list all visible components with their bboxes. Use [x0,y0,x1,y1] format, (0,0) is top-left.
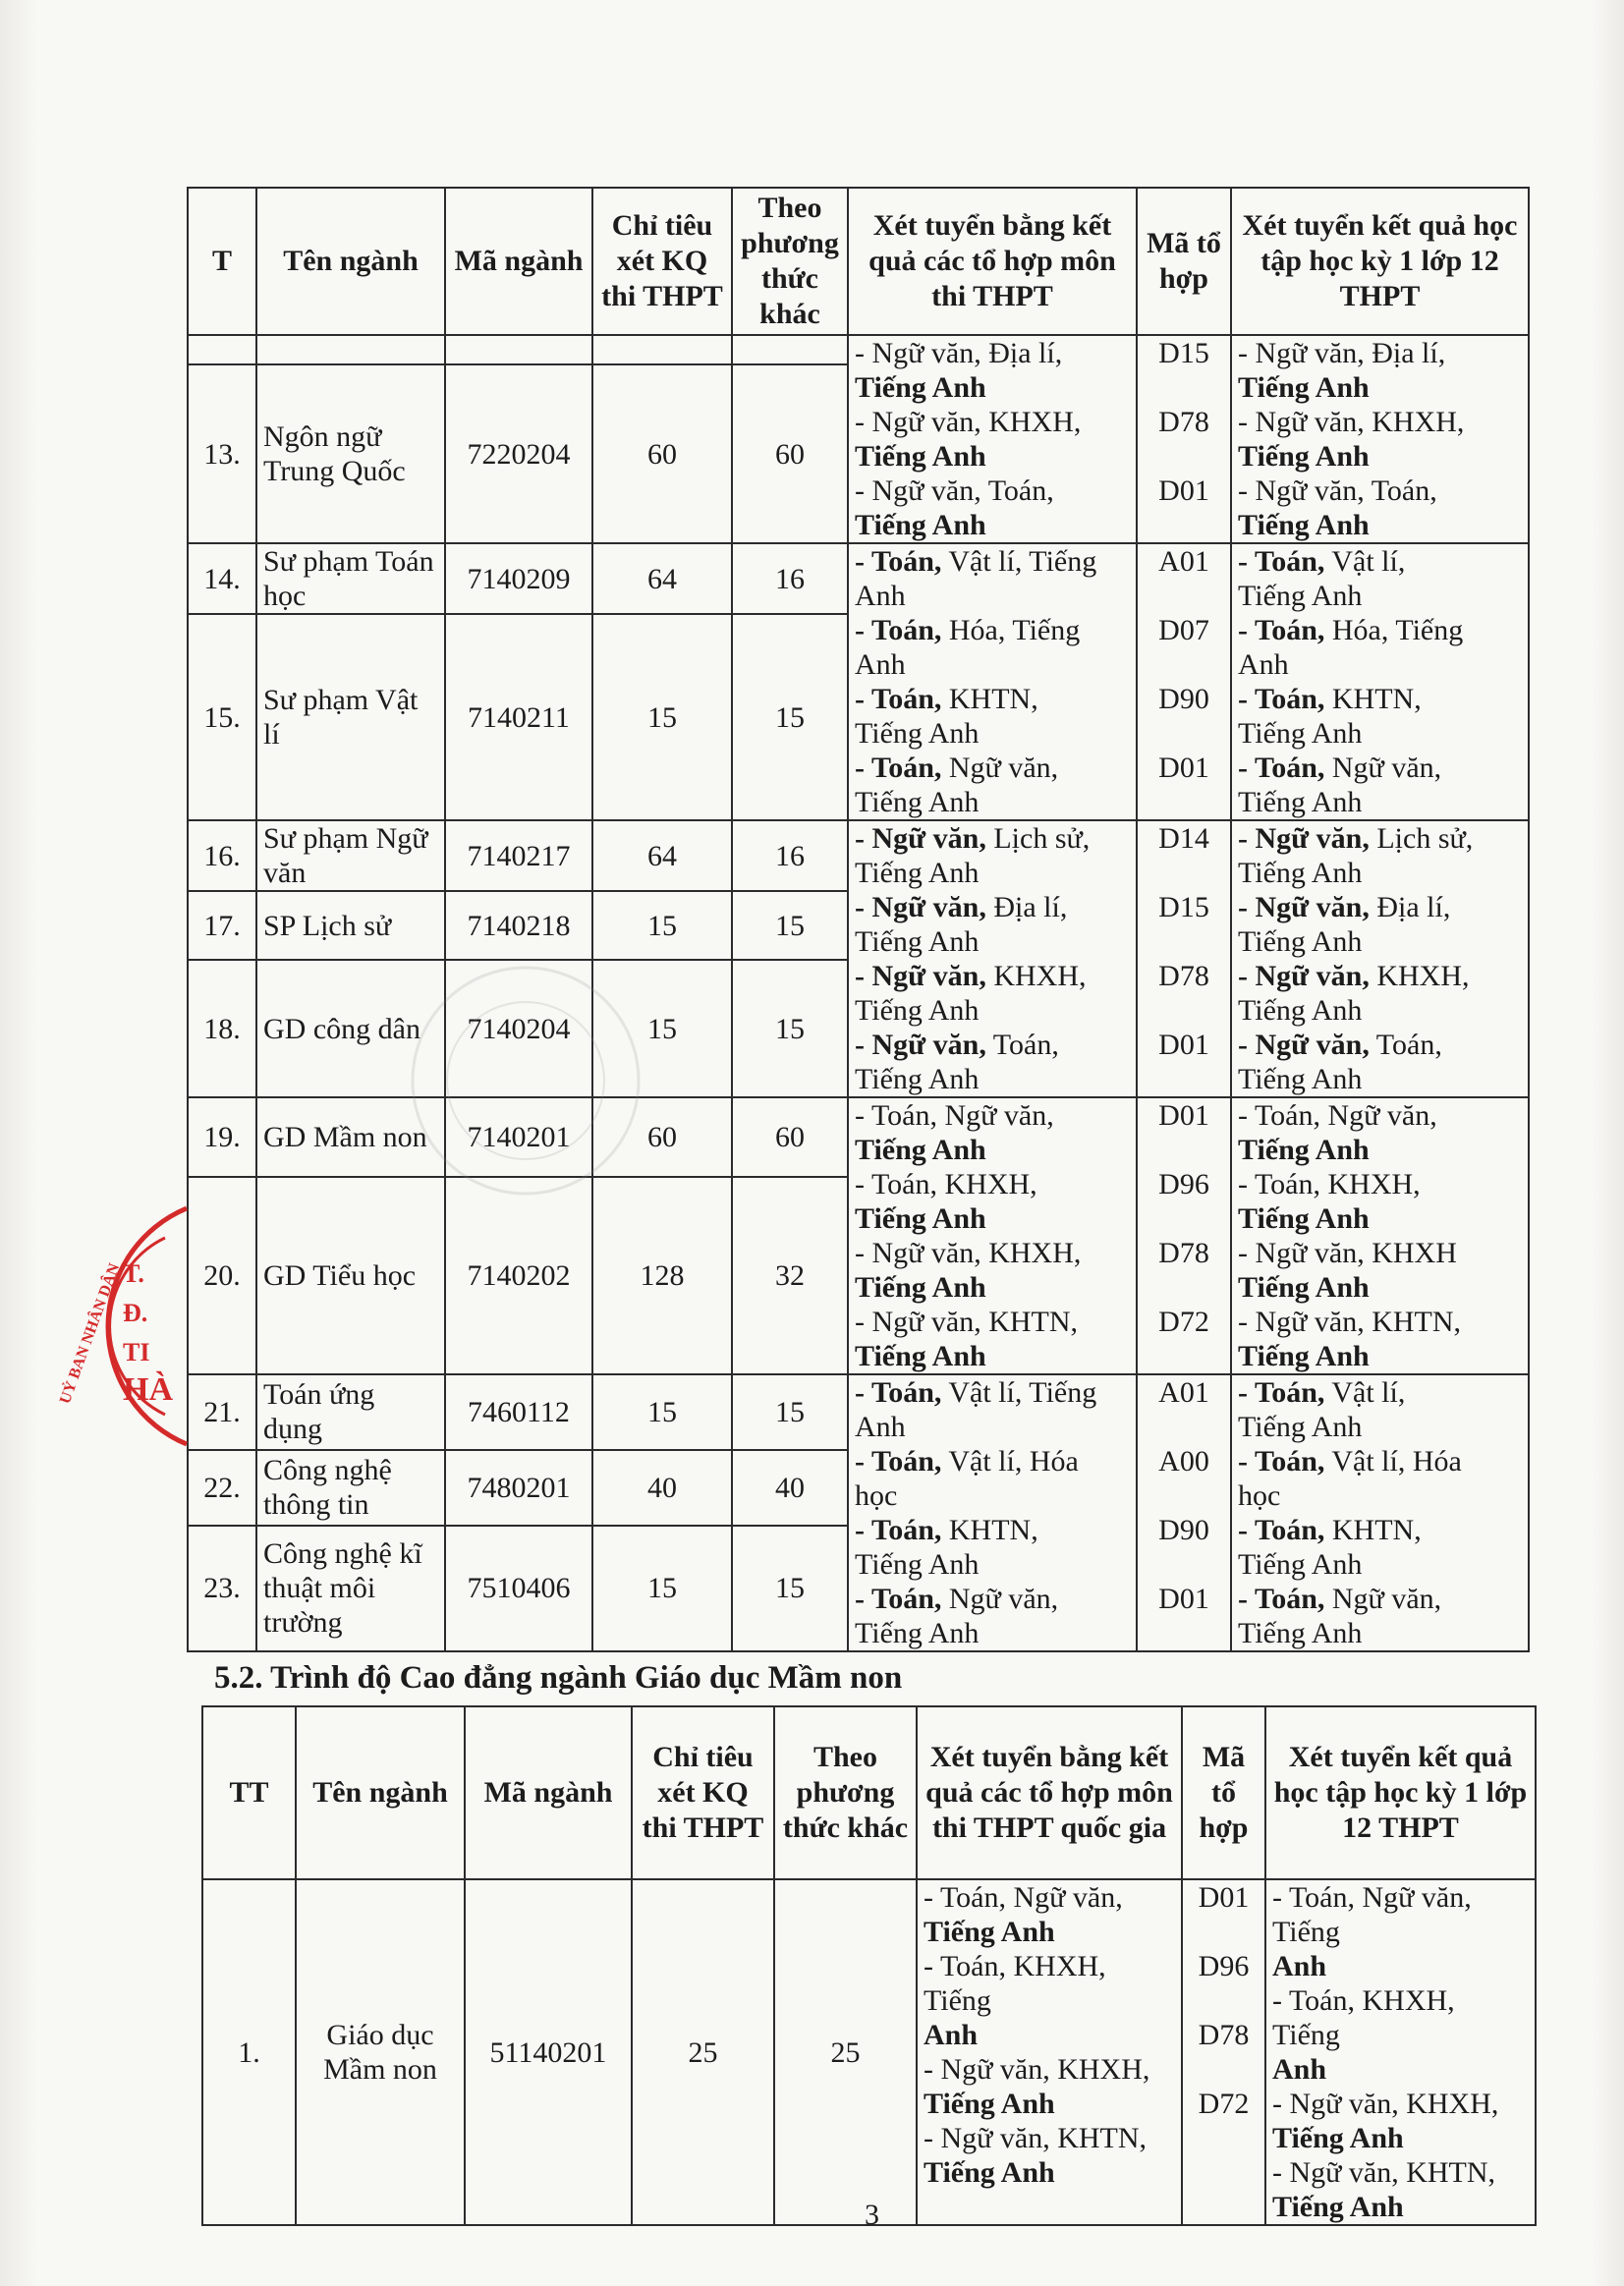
seal-ring-text: UỶ BAN NHÂN DÂN [56,1260,124,1407]
transcript-combos: - Toán, Vật lí, Tiếng Anh - Toán, Vật lí, Hóa học - Toán, KHTN, Tiếng Anh - Toán, Ngữ văn, Tiếng Anh [1231,1374,1529,1651]
seal-letter: TI [123,1338,150,1366]
seal-letter: HÀ [123,1371,173,1408]
combo-codes: D01 D96 D78 D72 [1137,1097,1231,1374]
table-row: 21. Toán ứng dụng 7460112 15 15 - Toán, Vật lí, Tiếng Anh - Toán, Vật lí, Hóa học - Toán, KHTN, Tiếng Anh - Toán, Ngữ văn, Tiếng Anh A01 A00 D90 D01 - Toán, Vật lí, Tiếng Anh - Toán, Vật lí, Hóa học - Toán, KHTN, Tiếng Anh - Toán, Ngữ văn, Tiếng Anh [188,1374,1529,1450]
admission-table-college [201,1705,1537,2226]
combo-codes: D14 D15 D78 D01 [1137,820,1231,1097]
table-row: 1. Giáo dục Mầm non 51140201 25 25 - Toán, Ngữ văn, Tiếng Anh - Toán, KHXH, Tiếng Anh - Ngữ văn, KHXH, Tiếng Anh - Ngữ văn, KHTN, Tiếng Anh D01 D96 D78 D72 - Toán, Ngữ văn, Tiếng Anh - Toán, KHXH, Tiếng Anh - Ngữ văn, KHXH, Tiếng Anh - Ngữ văn, KHTN, Tiếng Anh [202,1879,1536,2225]
header-transcript: Xét tuyển kết quả học tập học kỳ 1 lớp 12 THPT [1231,188,1529,335]
admission-table-part1 [187,187,1530,1652]
table-row: 19. GD Mầm non 7140201 60 60 - Toán, Ngữ văn, Tiếng Anh - Toán, KHXH, Tiếng Anh - Ngữ văn, KHXH, Tiếng Anh - Ngữ văn, KHTN, Tiếng Anh D01 D96 D78 D72 - Toán, Ngữ văn, Tiếng Anh - Toán, KHXH, Tiếng Anh - Ngữ văn, KHXH Tiếng Anh - Ngữ văn, KHTN, Tiếng Anh [188,1097,1529,1177]
header-exam-combos: Xét tuyển bằng kết quả các tổ hợp môn thi THPT [848,188,1137,335]
combo-codes: D01 D96 D78 D72 [1182,1879,1265,2225]
seal-letter: T. [123,1259,144,1288]
header-name: Tên ngành [256,188,445,335]
table-row: 16. Sư phạm Ngữ văn 7140217 64 16 - Ngữ văn, Lịch sử, Tiếng Anh - Ngữ văn, Địa lí, Tiếng Anh - Ngữ văn, KHXH, Tiếng Anh - Ngữ văn, Toán, Tiếng Anh D14 D15 D78 D01 - Ngữ văn, Lịch sử, Tiếng Anh - Ngữ văn, Địa lí, Tiếng Anh - Ngữ văn, KHXH, Tiếng Anh - Ngữ văn, Toán, Tiếng Anh [188,820,1529,891]
page-number: 3 [865,2199,879,2231]
combo-codes: D15 D78 D01 [1137,335,1231,543]
combo-codes: A01 D07 D90 D01 [1137,543,1231,820]
table-row [188,335,1529,364]
transcript-combos: - Ngữ văn, Lịch sử, Tiếng Anh - Ngữ văn, Địa lí, Tiếng Anh - Ngữ văn, KHXH, Tiếng Anh - Ngữ văn, Toán, Tiếng Anh [1231,820,1529,1097]
table-header-row: TT Tên ngành Mã ngành Chỉ tiêu xét KQ thi THPT Theo phương thức khác Xét tuyển bằng kết quả các tổ hợp môn thi THPT quốc gia Mã tổ hợp Xét tuyển kết quả học tập học kỳ 1 lớp 12 THPT [202,1706,1536,1879]
exam-combos: - Ngữ văn, Lịch sử, Tiếng Anh - Ngữ văn, Địa lí, Tiếng Anh - Ngữ văn, KHXH, Tiếng Anh - Ngữ văn, Toán, Tiếng Anh [848,820,1137,1097]
transcript-combos: - Toán, Vật lí, Tiếng Anh - Toán, Hóa, Tiếng Anh - Toán, KHTN, Tiếng Anh - Toán, Ngữ văn, Tiếng Anh [1231,543,1529,820]
transcript-combos: - Toán, Ngữ văn, Tiếng Anh - Toán, KHXH, Tiếng Anh - Ngữ văn, KHXH Tiếng Anh - Ngữ văn, KHTN, Tiếng Anh [1231,1097,1529,1374]
exam-combos: - Toán, Ngữ văn, Tiếng Anh - Toán, KHXH, Tiếng Anh - Ngữ văn, KHXH, Tiếng Anh - Ngữ văn, KHTN, Tiếng Anh [917,1879,1182,2225]
seal-letter: Đ. [123,1299,148,1327]
combo-codes: A01 A00 D90 D01 [1137,1374,1231,1651]
exam-combos: - Toán, Vật lí, Tiếng Anh - Toán, Hóa, Tiếng Anh - Toán, KHTN, Tiếng Anh - Toán, Ngữ văn, Tiếng Anh [848,543,1137,820]
header-stt: T [188,188,256,335]
table-row: 17. SP Lịch sử 7140218 15 15 [188,891,1529,960]
header-quota: Chỉ tiêu xét KQ thi THPT [592,188,732,335]
section-title: 5.2. Trình độ Cao đẳng ngành Giáo dục Mầm non [214,1660,903,1696]
table-row: 20. GD Tiểu học 7140202 128 32 [188,1177,1529,1374]
table-row: 13. Ngôn ngữ Trung Quốc 7220204 60 60 [188,364,1529,543]
table-row: 22. Công nghệ thông tin 7480201 40 40 [188,1450,1529,1526]
header-combo-code: Mã tổ hợp [1137,188,1231,335]
exam-combos: - Toán, Ngữ văn, Tiếng Anh - Toán, KHXH, Tiếng Anh - Ngữ văn, KHXH, Tiếng Anh - Ngữ văn, KHTN, Tiếng Anh [848,1097,1137,1374]
exam-combos: - Ngữ văn, Địa lí, Tiếng Anh - Ngữ văn, KHXH, Tiếng Anh - Ngữ văn, Toán, Tiếng Anh [848,335,1137,543]
table-row: 18. GD công dân 7140204 15 15 [188,960,1529,1097]
table-row: 23. Công nghệ kĩ thuật môi trường 7510406 15 15 [188,1526,1529,1651]
table-row: 15. Sư phạm Vật lí 7140211 15 15 [188,614,1529,820]
header-code: Mã ngành [445,188,592,335]
faded-stamp-icon [378,953,673,1208]
table-row: 14. Sư phạm Toán học 7140209 64 16 - Toán, Vật lí, Tiếng Anh - Toán, Hóa, Tiếng Anh - Toán, KHTN, Tiếng Anh - Toán, Ngữ văn, Tiếng Anh A01 D07 D90 D01 - Toán, Vật lí, Tiếng Anh - Toán, Hóa, Tiếng Anh - Toán, KHTN, Tiếng Anh - Toán, Ngữ văn, Tiếng Anh [188,543,1529,614]
exam-combos: - Toán, Vật lí, Tiếng Anh - Toán, Vật lí, Hóa học - Toán, KHTN, Tiếng Anh - Toán, Ngữ văn, Tiếng Anh [848,1374,1137,1651]
table-header-row [188,188,1529,335]
transcript-combos: - Toán, Ngữ văn, Tiếng Anh - Toán, KHXH, Tiếng Anh - Ngữ văn, KHXH, Tiếng Anh - Ngữ văn, KHTN, Tiếng Anh [1265,1879,1536,2225]
header-other: Theo phương thức khác [732,188,848,335]
transcript-combos: - Ngữ văn, Địa lí, Tiếng Anh - Ngữ văn, KHXH, Tiếng Anh - Ngữ văn, Toán, Tiếng Anh [1231,335,1529,543]
red-seal-icon [29,1179,196,1474]
